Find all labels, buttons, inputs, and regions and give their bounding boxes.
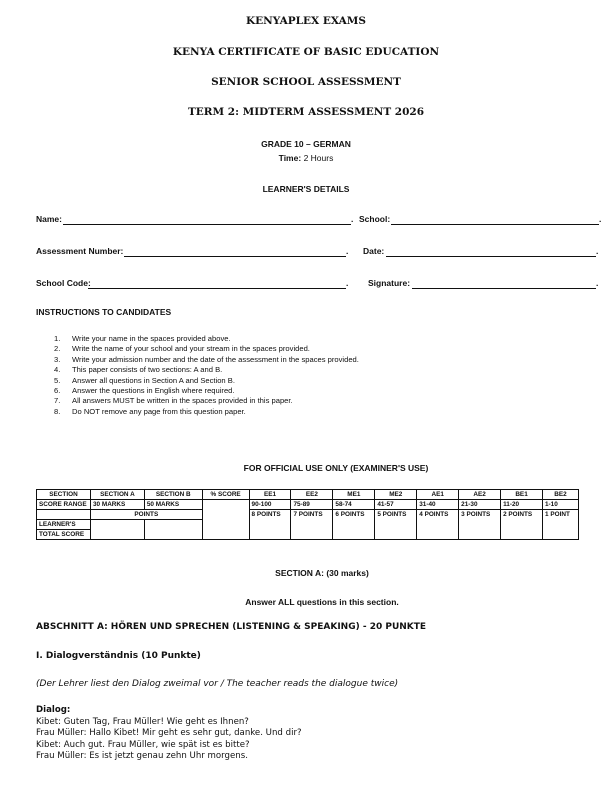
- points-row: [37, 510, 579, 520]
- learner-details-title: LEARNER'S DETAILS: [262, 184, 350, 194]
- points-label: POINTS: [90, 510, 202, 520]
- header-cell: AE2: [459, 490, 501, 500]
- points-cell: 4 POINTS: [417, 510, 459, 540]
- learner-total-label-1: LEARNER'S: [37, 520, 91, 530]
- official-use-title: FOR OFFICIAL USE ONLY (EXAMINER'S USE): [243, 463, 429, 473]
- header-cell: EE2: [291, 490, 333, 500]
- instructions-list: [54, 334, 359, 417]
- school-label: School:: [359, 214, 391, 224]
- instruction-item: 8. Do NOT remove any page from this question paper.: [54, 406, 246, 416]
- exam-body-title: KENYAPLEX EXAMS: [246, 15, 366, 27]
- section-b-marks: 50 MARKS: [144, 500, 202, 510]
- header-cell: BE1: [501, 490, 543, 500]
- assessment-number-end-mark: .: [346, 246, 349, 256]
- section-b-score-cell[interactable]: [144, 520, 202, 540]
- header-cell: % SCORE: [202, 490, 249, 500]
- range-cell: 90-100: [249, 500, 291, 510]
- points-cell: 3 POINTS: [459, 510, 501, 540]
- instruction-item: 3. Write your admission number and the date of the assessment in the spaces provided.: [54, 354, 359, 364]
- section-a-marks: 30 MARKS: [90, 500, 144, 510]
- header-cell: SECTION: [37, 490, 91, 500]
- table-header-row: [37, 490, 579, 500]
- section-a-score-cell[interactable]: [90, 520, 144, 540]
- dialog-line: Kibet: Auch gut. Frau Müller, wie spät ist es bitte?: [36, 739, 250, 750]
- instruction-item: 2. Write the name of your school and your stream in the spaces provided.: [54, 344, 310, 354]
- time-line: [0, 153, 612, 163]
- score-range-label: SCORE RANGE: [37, 500, 91, 510]
- range-cell: 58-74: [333, 500, 375, 510]
- dialog-part-heading: I. Dialogverständnis (10 Punkte): [36, 651, 201, 661]
- learner-total-label-2: TOTAL SCORE: [37, 530, 91, 540]
- instruction-item: 5. Answer all questions in Section A and Section B.: [54, 375, 235, 385]
- grade-subject: GRADE 10 – GERMAN: [261, 139, 351, 149]
- instruction-item: 1. Write your name in the spaces provided above.: [54, 334, 231, 343]
- school-code-end-mark: .: [346, 278, 349, 288]
- dialog-line: Kibet: Guten Tag, Frau Müller! Wie geht es Ihnen?: [36, 716, 249, 727]
- school-field[interactable]: [391, 224, 599, 225]
- section-a-instruction: Answer ALL questions in this section.: [245, 597, 399, 607]
- name-field[interactable]: [63, 224, 351, 225]
- header-cell: SECTION B: [144, 490, 202, 500]
- dialog-label: Dialog:: [36, 705, 71, 715]
- instruction-item: 7. All answers MUST be written in the spaces provided in this paper.: [54, 396, 293, 406]
- header-cell: EE1: [249, 490, 291, 500]
- section-a-title: SECTION A: (30 marks): [275, 568, 369, 578]
- time-value: 2 Hours: [303, 153, 334, 163]
- name-label: Name:: [36, 214, 62, 224]
- instruction-item: 4. This paper consists of two sections: A and B.: [54, 365, 223, 375]
- signature-label: Signature:: [368, 278, 411, 288]
- school-code-field[interactable]: [88, 288, 346, 289]
- date-field[interactable]: [386, 256, 596, 257]
- points-cell: 8 POINTS: [249, 510, 291, 540]
- time-label: Time:: [278, 153, 302, 163]
- range-cell: 11-20: [501, 500, 543, 510]
- certificate-title: KENYA CERTIFICATE OF BASIC EDUCATION: [172, 46, 440, 58]
- name-end-mark: .: [351, 214, 354, 224]
- points-cell: 2 POINTS: [501, 510, 543, 540]
- score-range-row: [37, 500, 579, 510]
- term-title: TERM 2: MIDTERM ASSESSMENT 2026: [187, 106, 425, 118]
- points-cell: 6 POINTS: [333, 510, 375, 540]
- date-label: Date:: [363, 246, 385, 256]
- signature-field[interactable]: [412, 288, 596, 289]
- range-cell: 75-89: [291, 500, 333, 510]
- assessment-title: SENIOR SCHOOL ASSESSMENT: [211, 76, 401, 88]
- header-cell: AE1: [417, 490, 459, 500]
- field-row-number-date: [36, 246, 602, 260]
- instruction-item: 6. Answer the questions in English where required.: [54, 386, 235, 396]
- points-cell: 5 POINTS: [375, 510, 417, 540]
- percent-score-cell[interactable]: [202, 500, 249, 540]
- date-end-mark: .: [596, 246, 599, 256]
- school-code-label: School Code:: [36, 278, 91, 288]
- points-cell: 1 POINT: [543, 510, 579, 540]
- official-score-table: [36, 489, 579, 540]
- assessment-number-field[interactable]: [124, 256, 346, 257]
- abschnitt-a-heading: ABSCHNITT A: HÖREN UND SPRECHEN (LISTENING & SPEAKING) - 20 PUNKTE: [36, 622, 427, 632]
- header-cell: SECTION A: [90, 490, 144, 500]
- field-row-code-signature: [36, 278, 602, 292]
- dialog-line: Frau Müller: Hallo Kibet! Mir geht es sehr gut, danke. Und dir?: [36, 728, 302, 739]
- header-cell: BE2: [543, 490, 579, 500]
- teacher-note: (Der Lehrer liest den Dialog zweimal vor / The teacher reads the dialogue twice): [36, 679, 399, 689]
- range-cell: 31-40: [417, 500, 459, 510]
- instructions-title: INSTRUCTIONS TO CANDIDATES: [36, 307, 172, 317]
- header-cell: ME2: [375, 490, 417, 500]
- header-cell: ME1: [333, 490, 375, 500]
- dialog-line: Frau Müller: Es ist jetzt genau zehn Uhr morgens.: [36, 751, 248, 762]
- field-row-name-school: [36, 214, 602, 228]
- assessment-number-label: Assessment Number:: [36, 246, 124, 256]
- signature-end-mark: .: [596, 278, 599, 288]
- school-end-mark: .: [599, 214, 602, 224]
- range-cell: 21-30: [459, 500, 501, 510]
- range-cell: 41-57: [375, 500, 417, 510]
- range-cell: 1-10: [543, 500, 579, 510]
- dialog-block: [36, 705, 302, 763]
- points-cell: 7 POINTS: [291, 510, 333, 540]
